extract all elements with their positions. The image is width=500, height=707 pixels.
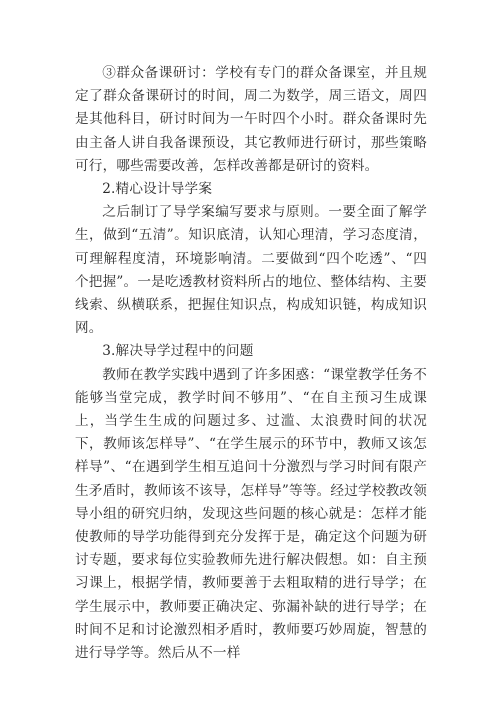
section-heading-solve-problems: 3.解决导学过程中的问题	[102, 343, 254, 360]
section-heading-design-guide: 2.精心设计导学案	[102, 181, 213, 198]
paragraph-group-lesson-prep: ③群众备课研讨：学校有专门的群众备课室，并且规定了群众备课研讨的时间，周二为数学，周三语文，周四是其他科目，研讨时间为一午时四个小时。群众备课时先由主备人讲自我备课预设，其它教师进行研讨，那些策略可行，哪些需要改善，怎样改善都是研讨的资料。	[75, 65, 427, 174]
paragraph-teaching-problems: 教师在教学实践中遇到了许多困惑：“课堂教学任务不能够当堂完成，教学时间不够用”、“在自主预习生成课上，当学生生成的问题过多、过滥、太浪费时间的状况下，教师该怎样导”、“在学生展示的环节中，教师又该怎样导”、“在遇到学生相互追问十分激烈与学习时间有限产生矛盾时，教师该不该导，怎样导”等等。经过学校教改领导小组的研究归纳，发现这些问题的核心就是：怎样才能使教师的导学功能得到充分发挥于是，确定这个问题为研讨专题，要求每位实验教师先进行解决假想。如：自主预习课上，根据学情，教师要善于去粗取精的进行导学；在学生展示中，教师要正确决定、弥漏补缺的进行导学；在时间不足和讨论激烈相矛盾时，教师要巧妙周旋，智慧的进行导学等。然后从不一样	[75, 366, 427, 662]
paragraph-guide-requirements: 之后制订了导学案编写要求与原则。一要全面了解学生，做到“五清”。知识底清，认知心理清，学习态度清，可理解程度清，环境影响清。二要做到“四个吃透”、“四个把握”。一是吃透教材资料所占的地位、整体结构、主要线索、纵横联系，把握住知识点，构成知识链，构成知识网。	[75, 204, 427, 337]
document-body	[75, 62, 427, 665]
